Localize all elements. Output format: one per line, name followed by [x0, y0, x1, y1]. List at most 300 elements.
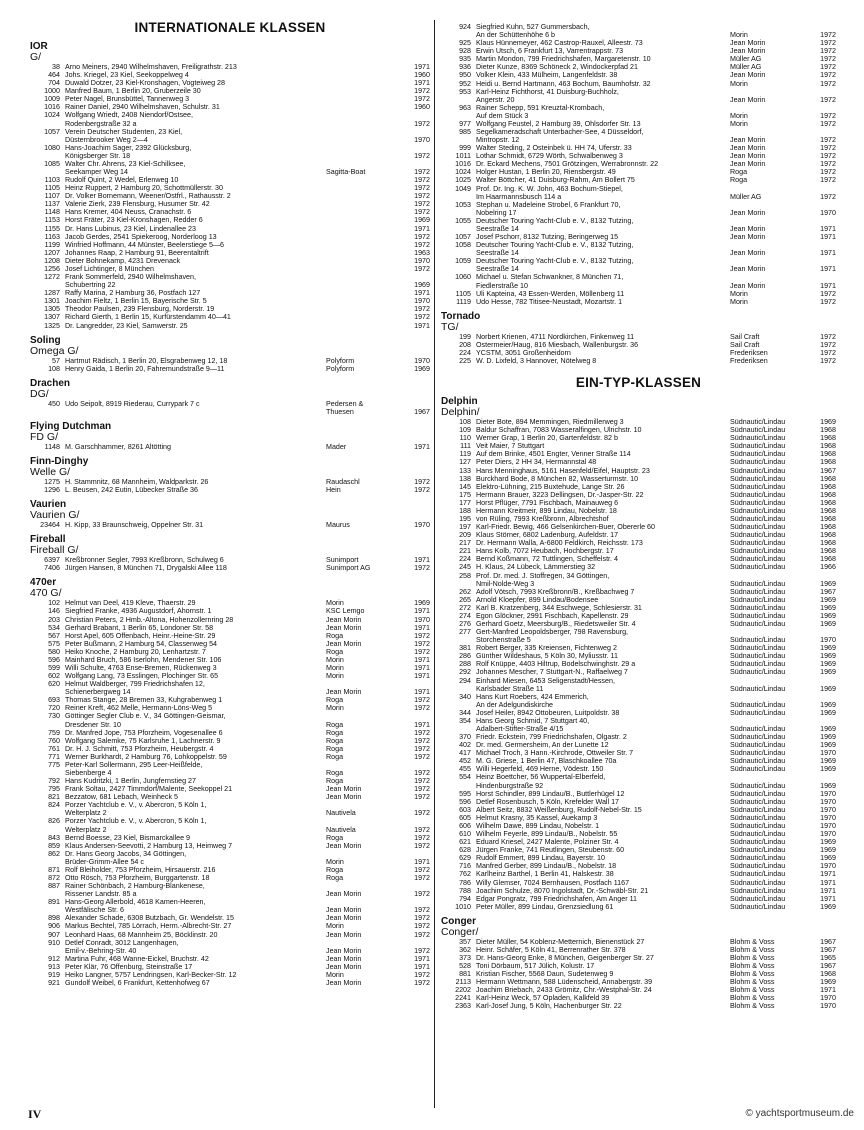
owner-address: M. G. Griese, 1 Berlin 47, Blaschkoallee 70a	[476, 757, 617, 766]
year: 1970	[820, 830, 836, 839]
column-title: EIN-TYP-KLASSEN	[575, 375, 702, 391]
sail-number: 23464	[40, 521, 60, 530]
register-row	[30, 963, 430, 971]
class-section	[30, 577, 430, 987]
year	[810, 23, 836, 31]
sail-number: 344	[459, 708, 471, 717]
register-row	[30, 200, 430, 208]
year: 1963	[414, 248, 430, 257]
year	[810, 257, 836, 265]
owner-address: Thomas Stange, 28 Bremen 33, Kuhgrabenweg 1	[65, 696, 223, 705]
owner-address: Burckhard Bode, 8 München 82, Wasserturmstr. 10	[476, 474, 639, 483]
builder: Südnautic/Lindau	[730, 757, 786, 766]
sail-number: 596	[48, 655, 60, 664]
year	[404, 801, 430, 809]
builder	[326, 128, 404, 136]
sail-number: 224	[459, 555, 471, 564]
builder: Roga	[326, 752, 344, 761]
year: 1971	[414, 224, 430, 233]
sail-number: 935	[459, 55, 471, 64]
year: 1968	[820, 490, 836, 499]
owner-address: Egon Glöckner, 2991 Fischbach, Kapellenstr. 29	[476, 611, 629, 620]
builder: Südnautic/Lindau	[730, 498, 786, 507]
owner-address: L. Beusen, 242 Eutin, Lübecker Straße 36	[65, 486, 198, 495]
year: 1969	[820, 652, 836, 661]
builder: Roga	[326, 833, 344, 842]
class-section	[441, 311, 836, 365]
builder: Jean Morin	[730, 144, 766, 153]
year: 1969	[414, 364, 430, 373]
owner-address: Walter Steding, 2 Osteinbek ü. HH 74, Uferstr. 33	[476, 144, 632, 153]
sail-number: 628	[459, 846, 471, 855]
owner-address: Veit Maier, 7 Stuttgart	[476, 442, 545, 451]
register-row	[441, 978, 836, 986]
register-row	[30, 947, 430, 955]
builder	[326, 313, 404, 321]
owner-address: Raffy Marina, 2 Hamburg 36, Postfach 127	[65, 289, 201, 298]
owner-address: Dr. Volker Bornemann, Weener/Ostfrl., Rathausstr. 2	[65, 192, 231, 201]
class-section	[30, 41, 430, 330]
builder: Jean Morin	[326, 841, 362, 850]
register-row	[30, 225, 430, 233]
builder	[326, 216, 404, 224]
builder: Südnautic/Lindau	[730, 458, 786, 467]
register-row	[441, 298, 836, 306]
sail-number	[30, 826, 65, 834]
builder: Südnautic/Lindau	[730, 474, 786, 483]
sail-number: 985	[459, 128, 471, 137]
builder: Südnautic/Lindau	[730, 733, 786, 742]
owner-address: Volker Klein, 433 Mülheim, Langenfeldstr. 38	[476, 71, 618, 80]
register-row	[30, 305, 430, 313]
builder: Jean Morin	[326, 890, 362, 899]
owner-address: Walter Böttcher, 41 Duisburg-Rahm, Am Bollert 75	[476, 176, 635, 185]
register-row	[441, 668, 836, 676]
builder	[730, 217, 810, 225]
register-row	[441, 620, 836, 628]
builder: Roga	[730, 168, 748, 177]
year	[810, 693, 836, 701]
owner-address: Joachim Briebach, 2433 Grömitz, Chr.-Westphal-Str. 24	[476, 986, 652, 995]
sail-number: 221	[459, 547, 471, 556]
builder: Jean Morin	[730, 95, 766, 104]
register-row	[441, 677, 836, 685]
builder	[326, 144, 404, 152]
builder: Roga	[326, 744, 344, 753]
year: 1970	[820, 821, 836, 830]
sail-number: 1153	[44, 216, 60, 225]
year: 1972	[414, 168, 430, 177]
sail-number: 759	[48, 728, 60, 737]
builder	[730, 185, 810, 193]
register-row	[441, 225, 836, 233]
register-row	[441, 846, 836, 854]
register-row	[441, 23, 836, 31]
owner-address: Adalbert-Stifter-Straße 4/15	[476, 725, 564, 734]
sail-number: 1009	[44, 95, 60, 104]
year: 1970	[414, 521, 430, 530]
owner-address: Karl B. Kratzenberg, 344 Eschwege, Schlesierstr. 31	[476, 603, 642, 612]
sail-number: 621	[459, 838, 471, 847]
year: 1972	[820, 297, 836, 306]
sail-number: 175	[459, 490, 471, 499]
builder: Roga	[326, 865, 344, 874]
register-row	[30, 408, 430, 416]
builder: Südnautic/Lindau	[730, 563, 786, 572]
builder: Frederiksen	[730, 348, 768, 357]
class-heading: Tornado	[441, 310, 481, 322]
register-row	[441, 962, 836, 970]
owner-address: Deutscher Touring Yacht-Club e. V., 8132 Tutzing,	[476, 257, 634, 266]
year: 1971	[414, 289, 430, 298]
builder: Südnautic/Lindau	[730, 418, 786, 427]
sail-number: 203	[48, 615, 60, 624]
register-row	[30, 769, 430, 777]
sail-number	[441, 636, 476, 644]
owner-address: Markus Bechtel, 785 Lörrach, Herm.-Albrecht-Str. 27	[65, 922, 232, 931]
sail-number	[30, 120, 65, 128]
builder: Südnautic/Lindau	[730, 700, 786, 709]
register-row	[30, 729, 430, 737]
owner-address: Siebenberge 4	[65, 769, 112, 777]
class-heading: Soling	[30, 334, 61, 346]
year: 1972	[414, 865, 430, 874]
builder	[326, 281, 404, 289]
builder: Jean Morin	[730, 47, 766, 56]
owner-address: Holger Hustan, 1 Berlin 20, Riensbergstr. 49	[476, 168, 616, 177]
owner-address: Einhard Miesen, 6453 Seligenstadt/Hessen,	[476, 676, 615, 685]
owner-address: Porzer Yachtclub e. V., v. Abercron, 5 Köln 1,	[65, 801, 207, 810]
owner-address: Gerhard Brabant, 1 Berlin 65, Londoner Str. 58	[65, 623, 214, 632]
sail-number: 145	[459, 482, 471, 491]
builder: Morin	[326, 704, 344, 713]
year: 1971	[414, 954, 430, 963]
year: 1968	[820, 426, 836, 435]
register-row	[441, 176, 836, 184]
register-row	[441, 830, 836, 838]
year: 1972	[414, 240, 430, 249]
builder: Jean Morin	[730, 265, 766, 274]
year: 1972	[820, 39, 836, 48]
register-row	[441, 507, 836, 515]
owner-address: Willy Glemser, 7024 Bernhausen, Postfach 1167	[476, 878, 630, 887]
right-column	[441, 18, 836, 1011]
builder: Jean Morin	[730, 249, 766, 258]
year: 1968	[820, 458, 836, 467]
sail-number: 775	[48, 760, 60, 769]
builder: Morin	[326, 970, 344, 979]
class-code: Welle G/	[30, 465, 71, 478]
sail-number: 704	[48, 79, 60, 88]
register-row	[441, 555, 836, 563]
builder: Südnautic/Lindau	[730, 797, 786, 806]
register-row	[441, 290, 836, 298]
year: 1972	[414, 728, 430, 737]
page-number: IV	[28, 1107, 42, 1121]
register-row	[30, 745, 430, 753]
sail-number: 720	[48, 704, 60, 713]
register-row	[30, 128, 430, 136]
register-row	[441, 994, 836, 1002]
register-row	[441, 357, 836, 365]
owner-address: Siegfried Kuhn, 527 Gummersbach,	[476, 23, 590, 31]
register-row	[30, 777, 430, 785]
register-row	[441, 265, 836, 273]
owner-address: Dr. Manfred Jope, 753 Pforzheim, Vogesenallee 6	[65, 728, 223, 737]
builder	[326, 680, 404, 688]
year: 1972	[414, 151, 430, 160]
builder: Südnautic/Lindau	[730, 862, 786, 871]
sail-number: 1199	[44, 240, 60, 249]
register-row	[441, 903, 836, 911]
sail-number	[441, 782, 476, 790]
owner-address: Peter Diers, 2 HH 34, Hermannstal 48	[476, 458, 597, 467]
year: 1972	[820, 160, 836, 169]
register-row	[441, 152, 836, 160]
owner-address: Eduard Kriesel, 2427 Malente, Polziner Str. 4	[476, 838, 619, 847]
owner-address: Auf dem Stück 3	[476, 111, 529, 120]
year: 1972	[414, 930, 430, 939]
register-row	[30, 737, 430, 745]
register-row	[30, 160, 430, 168]
sail-number: 716	[459, 862, 471, 871]
year	[404, 761, 430, 769]
owner-address: Gerhard Goetz, Meersburg/B., Riedetsweiler Str. 4	[476, 620, 636, 628]
sail-number: 274	[459, 611, 471, 620]
sail-number: 1275	[44, 477, 60, 486]
register-row	[30, 233, 430, 241]
class-section	[30, 335, 430, 373]
builder: Sunimport	[326, 556, 359, 565]
owner-address: Horst Pflüger, 7791 Fischbach, Mainauweg 6	[476, 498, 619, 507]
register-row	[441, 765, 836, 773]
builder: Blohm & Voss	[730, 1002, 775, 1011]
sail-number: 1155	[44, 224, 60, 233]
column-title: INTERNATIONALE KLASSEN	[134, 20, 326, 35]
builder: Jean Morin	[730, 233, 766, 242]
year: 1972	[820, 332, 836, 341]
year: 1969	[820, 733, 836, 742]
builder: Südnautic/Lindau	[730, 539, 786, 548]
builder: Südnautic/Lindau	[730, 603, 786, 612]
builder	[326, 160, 404, 168]
sail-number: 762	[459, 870, 471, 879]
owner-address: Dr. Hermann Walla, A-6800 Feldkirch, Reichsstr. 173	[476, 539, 643, 548]
year: 1972	[820, 119, 836, 128]
owner-address: Stephan u. Madeleine Strobel, 6 Frankfurt 70,	[476, 200, 621, 209]
owner-address: Horst Schindler, 899 Lindau/B., Buttlerhügel 12	[476, 789, 625, 798]
column-divider	[434, 20, 435, 1108]
builder	[326, 322, 404, 330]
register-row	[441, 426, 836, 434]
year: 1968	[820, 498, 836, 507]
year: 1972	[820, 348, 836, 357]
sail-number: 977	[459, 119, 471, 128]
year: 1972	[414, 752, 430, 761]
owner-address: Friedr. Eckstein, 799 Friedrichshafen, Olgastr. 2	[476, 733, 627, 742]
owner-address: Peter-Karl Sollermann, 295 Leer-Heißfelde,	[65, 760, 203, 769]
register-row	[441, 938, 836, 946]
register-row	[30, 817, 430, 825]
register-row	[30, 858, 430, 866]
sail-number: 1025	[455, 176, 471, 185]
builder: Blohm & Voss	[730, 953, 775, 962]
builder: Morin	[326, 663, 344, 672]
year: 1971	[414, 623, 430, 632]
sail-number: 928	[459, 47, 471, 56]
register-row	[441, 709, 836, 717]
year: 1971	[820, 986, 836, 995]
builder	[730, 241, 810, 249]
owner-address: Willi Hegerfeld, 469 Herne, Vödestr. 150	[476, 765, 604, 774]
builder	[326, 63, 404, 71]
year: 1971	[414, 672, 430, 681]
register-row	[441, 660, 836, 668]
builder	[326, 882, 404, 890]
register-row	[441, 80, 836, 88]
owner-address: Gert-Manfred Leopoldsberger, 798 Ravensburg,	[476, 628, 629, 637]
register-row	[30, 656, 430, 664]
builder: Jean Morin	[730, 71, 766, 80]
register-row	[441, 273, 836, 281]
builder	[326, 265, 404, 273]
register-row	[30, 281, 430, 289]
register-row	[30, 898, 430, 906]
register-row	[441, 563, 836, 571]
year: 1972	[414, 922, 430, 931]
sail-number	[441, 96, 476, 104]
year: 1967	[820, 962, 836, 971]
builder: Südnautic/Lindau	[730, 684, 786, 693]
sail-number: 2113	[455, 978, 471, 987]
register-row	[441, 112, 836, 120]
owner-address: YCSTM, 3051 Großenheidorn	[476, 348, 571, 357]
year: 1971	[820, 870, 836, 879]
builder: Nautivela	[326, 809, 356, 818]
owner-address: Heinr. Schäfer, 5 Köln 41, Berrenrather Str. 378	[476, 945, 626, 954]
year: 1972	[414, 313, 430, 322]
register-row	[441, 717, 836, 725]
register-row	[441, 773, 836, 781]
owner-address: Heiko Langner, 5757 Lendringsen, Karl-Becker-Str. 12	[65, 970, 237, 979]
builder: Blohm & Voss	[730, 945, 775, 954]
builder: Raudaschl	[326, 477, 360, 486]
sail-number: 1080	[44, 143, 60, 152]
sail-number: 265	[459, 595, 471, 604]
year: 1971	[820, 249, 836, 258]
sail-number: 286	[459, 652, 471, 661]
builder: Südnautic/Lindau	[730, 741, 786, 750]
builder: Südnautic/Lindau	[730, 652, 786, 661]
sail-number: 596	[459, 797, 471, 806]
owner-address: Peter Klär, 76 Offenburg, Steinstraße 17	[65, 962, 193, 971]
sail-number	[30, 688, 65, 696]
owner-address: Wilhelm Feyerle, 899 Lindau/B., Nobelstr. 55	[476, 830, 618, 839]
class-heading: Drachen	[30, 377, 71, 389]
owner-address: Norbert Krienen, 4711 Nordkirchen, Finkenweg 11	[476, 332, 635, 341]
register-row	[441, 55, 836, 63]
register-row	[30, 616, 430, 624]
year: 1972	[820, 47, 836, 56]
register-row	[441, 136, 836, 144]
year: 1969	[820, 708, 836, 717]
year	[404, 850, 430, 858]
builder: Jean Morin	[326, 906, 362, 915]
register-row	[441, 879, 836, 887]
sail-number: 272	[459, 603, 471, 612]
year: 1972	[414, 477, 430, 486]
owner-address: Hans Kremer, 404 Neuss, Cranachstr. 6	[65, 208, 192, 217]
year: 1972	[820, 289, 836, 298]
owner-address: Fiedlerstraße 10	[476, 281, 528, 290]
sail-number: 224	[459, 348, 471, 357]
sail-number: 199	[459, 332, 471, 341]
class-code: Fireball G/	[30, 544, 79, 557]
sail-number: 599	[48, 663, 60, 672]
builder: Roga	[326, 720, 344, 729]
builder: Südnautic/Lindau	[730, 555, 786, 564]
owner-address: Schubertring 22	[65, 281, 116, 290]
sail-number: 1325	[44, 321, 60, 330]
owner-address: Seestraße 14	[476, 265, 519, 274]
builder: Roga	[326, 874, 344, 883]
sail-number	[441, 136, 476, 144]
register-row	[441, 160, 836, 168]
sail-number	[441, 209, 476, 217]
builder	[326, 241, 404, 249]
year: 1972	[414, 264, 430, 273]
owner-address: Uli Kapteina, 43 Essen-Werden, Möllenberg 11	[476, 289, 625, 298]
register-row	[441, 531, 836, 539]
owner-address: Detlef Conradt, 3012 Langenhagen,	[65, 938, 179, 947]
owner-address: Porzer Yachtclub e. V., v. Abercron, 5 Köln 1,	[65, 817, 207, 826]
owner-address: Deutscher Touring Yacht-Club e. V., 8132 Tutzing,	[476, 216, 634, 225]
register-row	[441, 604, 836, 612]
builder	[730, 201, 810, 209]
register-row	[441, 572, 836, 580]
register-row	[441, 757, 836, 765]
year: 1971	[820, 886, 836, 895]
register-row	[30, 890, 430, 898]
owner-address: Peter Bußmann, 2 Hamburg 54, Classenweg 54	[65, 639, 218, 648]
owner-address: Nobelring 17	[476, 208, 517, 217]
year: 1969	[820, 902, 836, 911]
year	[810, 217, 836, 225]
sail-number: 610	[459, 830, 471, 839]
builder: Roga	[326, 777, 344, 786]
sail-number: 127	[459, 458, 471, 467]
register-row	[30, 216, 430, 224]
builder: Morin	[730, 31, 748, 40]
owner-address: Wolfgang Salemke, 75 Karlsruhe 1, Lachnerstr. 9	[65, 736, 221, 745]
owner-address: Valerie Zierk, 239 Flensburg, Husumer Str. 42	[65, 200, 210, 209]
register-row	[441, 652, 836, 660]
year: 1969	[820, 838, 836, 847]
year: 1967	[820, 466, 836, 475]
sail-number: 580	[48, 647, 60, 656]
owner-address: Brüder-Grimm-Allee 54 c	[65, 857, 144, 866]
owner-address: Kreßbronner Segler, 7993 Kreßbronn, Schulweg 6	[65, 556, 224, 565]
owner-address: Prof. Dr. med. J. Stoffregen, 34 Göttingen,	[476, 571, 610, 580]
year: 1972	[414, 208, 430, 217]
year: 1969	[820, 611, 836, 620]
sail-number: 620	[48, 680, 60, 689]
register-row	[441, 733, 836, 741]
owner-address: Dieter Müller, 54 Koblenz-Metternich, Bienenstück 27	[476, 937, 645, 946]
owner-address: Mintropstr. 12	[476, 136, 520, 145]
class-code: Delphin/	[441, 406, 480, 419]
sail-number	[30, 721, 65, 729]
